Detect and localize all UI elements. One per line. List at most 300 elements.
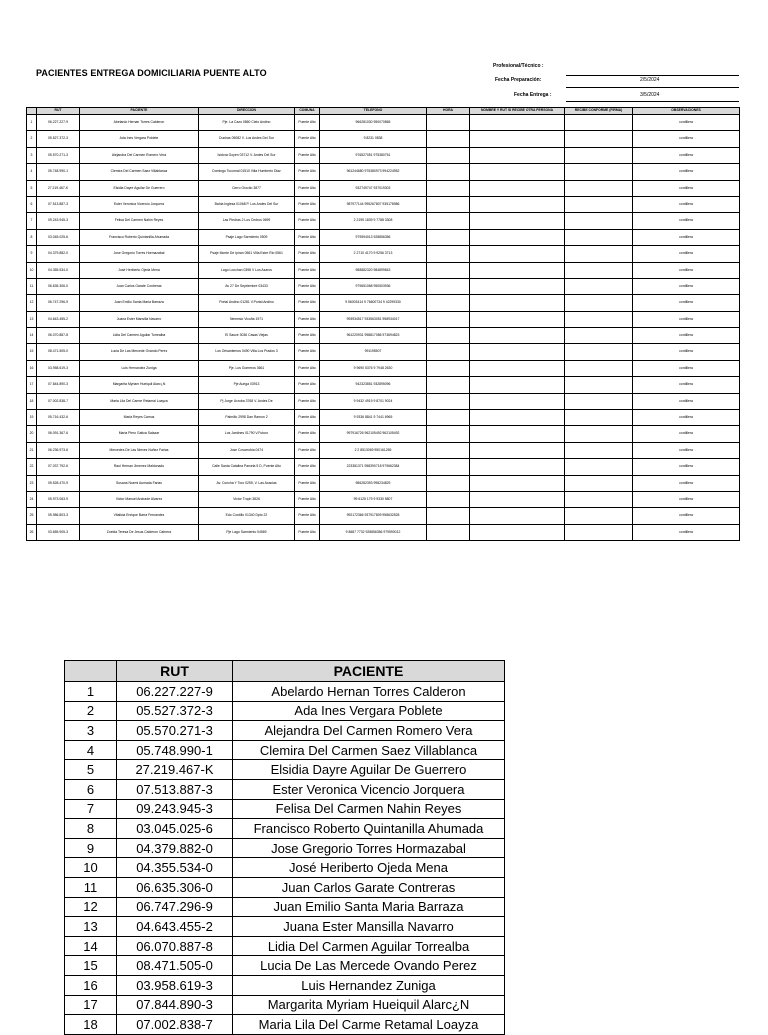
zoom-row-paciente: Francisco Roberto Quintanilla Ahumada — [233, 819, 505, 839]
row-direccion: Bahia Inglesa 01068 P. Los Andes Del Sur — [199, 196, 295, 212]
table-row — [27, 508, 740, 524]
table-row — [27, 180, 740, 196]
zoom-row-rut: 08.471.505-0 — [117, 956, 233, 976]
row-direccion: Palmillo 2998 Dan Ramon 2 — [199, 410, 295, 426]
row-rut: 07.844.890-3 — [37, 377, 80, 393]
row-rut: 04.379.882-0 — [37, 246, 80, 262]
row-telefono: 2 2 8513069 950161265 — [320, 442, 427, 458]
row-rut: 06.091.367-6 — [37, 426, 80, 442]
row-rut: 07.037.792-6 — [37, 459, 80, 475]
row-observaciones: cordillera — [633, 328, 740, 344]
row-direccion: Domingo Tocornal 01510 Villa Humberto Diaz — [199, 164, 295, 180]
row-receptor — [470, 246, 565, 262]
row-index: 5 — [27, 180, 37, 196]
row-observaciones: cordillera — [633, 115, 740, 131]
zoom-table-row — [65, 799, 505, 819]
row-observaciones: cordillera — [633, 491, 740, 507]
row-index: 23 — [27, 475, 37, 491]
row-receptor — [470, 491, 565, 507]
zoom-table-row — [65, 838, 505, 858]
row-firma — [565, 475, 633, 491]
row-paciente: Ester Veronica Vicencio Jorquera — [80, 196, 199, 212]
row-direccion: Calle Santa Catalina Parcela 5 D, Puente Alto — [199, 459, 295, 475]
row-comuna: Puente Alto — [295, 360, 320, 376]
col-header-rut: RUT — [37, 108, 80, 115]
table-row — [27, 196, 740, 212]
meta-entrega-label: Fecha Entrega : — [514, 92, 552, 98]
row-hora — [427, 262, 470, 278]
row-firma — [565, 164, 633, 180]
row-paciente: Raul Hernan Jimenez Maldonado — [80, 459, 199, 475]
row-receptor — [470, 410, 565, 426]
row-direccion: Edo Cordillo 01340 Dpto 22 — [199, 508, 295, 524]
table-row — [27, 426, 740, 442]
row-comuna: Puente Alto — [295, 524, 320, 540]
row-telefono: 942323851 932895096 — [320, 377, 427, 393]
row-paciente: Vitalicia Enrique Barra Fernandez — [80, 508, 199, 524]
row-index: 1 — [27, 115, 37, 131]
row-index: 14 — [27, 328, 37, 344]
row-comuna: Puente Alto — [295, 115, 320, 131]
row-index: 25 — [27, 508, 37, 524]
row-observaciones: cordillera — [633, 180, 740, 196]
row-comuna: Puente Alto — [295, 459, 320, 475]
row-hora — [427, 491, 470, 507]
row-firma — [565, 115, 633, 131]
row-observaciones: cordillera — [633, 262, 740, 278]
row-index: 3 — [27, 147, 37, 163]
zoom-row-rut: 04.379.882-0 — [117, 838, 233, 858]
row-receptor — [470, 344, 565, 360]
row-comuna: Puente Alto — [295, 491, 320, 507]
row-index: 2 — [27, 131, 37, 147]
table-row — [27, 360, 740, 376]
row-firma — [565, 491, 633, 507]
row-hora — [427, 377, 470, 393]
meta-line-preparacion-bottom — [566, 87, 739, 88]
zoom-table-row — [65, 819, 505, 839]
zoom-row-paciente: Lucia De Las Mercede Ovando Perez — [233, 956, 505, 976]
zoom-row-paciente: Juan Emilio Santa Maria Barraza — [233, 897, 505, 917]
zoom-row-paciente: Luis Hernandez Zuniga — [233, 975, 505, 995]
row-rut: 04.643.455-2 — [37, 311, 80, 327]
row-direccion: Pj Jorge Urzuba 3768 V. Andes De — [199, 393, 295, 409]
row-rut: 06.227.227-9 — [37, 115, 80, 131]
row-rut: 07.002.838-7 — [37, 393, 80, 409]
col-header-comuna: COMUNA — [295, 108, 320, 115]
row-firma — [565, 196, 633, 212]
row-telefono: 9 9432 4919 9 8701 9024 — [320, 393, 427, 409]
row-observaciones: cordillera — [633, 459, 740, 475]
row-telefono: 99 6125 179 9 9330 5807 — [320, 491, 427, 507]
row-paciente: José Heriberto Ojeda Mena — [80, 262, 199, 278]
row-direccion: Victor Troph 3826 — [199, 491, 295, 507]
row-receptor — [470, 311, 565, 327]
row-receptor — [470, 278, 565, 294]
row-hora — [427, 328, 470, 344]
row-direccion: Lago Lonchan 0398 V Los Azaros — [199, 262, 295, 278]
row-direccion: Jose Covarrubia 0474 — [199, 442, 295, 458]
table-row — [27, 164, 740, 180]
row-telefono: 961220931 998817086 973694823 — [320, 328, 427, 344]
zoom-row-index: 7 — [65, 799, 117, 819]
row-rut: 08.471.505-0 — [37, 344, 80, 360]
row-paciente: Francisco Roberto Quintanilla Ahumada — [80, 229, 199, 245]
zoomed-patient-table — [64, 660, 505, 1035]
zoom-row-rut: 04.355.534-0 — [117, 858, 233, 878]
row-telefono: 9 9336 8841 9 7441 6965 — [320, 410, 427, 426]
row-receptor — [470, 393, 565, 409]
zoom-table-row — [65, 721, 505, 741]
table-row — [27, 131, 740, 147]
row-firma — [565, 377, 633, 393]
row-receptor — [470, 295, 565, 311]
row-receptor — [470, 524, 565, 540]
table-row — [27, 213, 740, 229]
row-hora — [427, 508, 470, 524]
row-telefono: 976527051 975380751 — [320, 147, 427, 163]
row-paciente: Zoelda Teresa De Jesus Calderon Cabrera — [80, 524, 199, 540]
row-firma — [565, 246, 633, 262]
zoom-row-index: 8 — [65, 819, 117, 839]
zoom-row-index: 9 — [65, 838, 117, 858]
row-direccion: Psaje Lago Sarmiento 0509 — [199, 229, 295, 245]
row-firma — [565, 229, 633, 245]
zoom-table-row — [65, 858, 505, 878]
zoom-row-index: 15 — [65, 956, 117, 976]
row-index: 12 — [27, 295, 37, 311]
row-observaciones: cordillera — [633, 229, 740, 245]
document-title: PACIENTES ENTREGA DOMICILIARIA PUENTE ALTO — [36, 68, 267, 78]
row-comuna: Puente Alto — [295, 164, 320, 180]
row-direccion: Nemesio Vicuña 1971 — [199, 311, 295, 327]
table-row — [27, 246, 740, 262]
zoom-row-paciente: Elsidia Dayre Aguilar De Guerrero — [233, 760, 505, 780]
row-comuna: Puente Alto — [295, 131, 320, 147]
row-paciente: Abelardo Hernan Torres Calderon — [80, 115, 199, 131]
row-receptor — [470, 328, 565, 344]
meta-preparacion-label: Fecha Preparación: — [495, 77, 542, 83]
table-row — [27, 524, 740, 540]
row-receptor — [470, 213, 565, 229]
row-comuna: Puente Alto — [295, 328, 320, 344]
row-rut: 06.236.973-6 — [37, 442, 80, 458]
row-observaciones: cordillera — [633, 393, 740, 409]
row-rut: 05.973.063-9 — [37, 491, 80, 507]
zoom-row-index: 6 — [65, 779, 117, 799]
row-comuna: Puente Alto — [295, 508, 320, 524]
row-index: 19 — [27, 410, 37, 426]
row-hora — [427, 147, 470, 163]
zoom-row-paciente: Juana Ester Mansilla Navarro — [233, 917, 505, 937]
row-comuna: Puente Alto — [295, 196, 320, 212]
row-telefono: 992172366 937917809 958632528 — [320, 508, 427, 524]
zoom-table-row — [65, 701, 505, 721]
row-observaciones: cordillera — [633, 213, 740, 229]
row-comuna: Puente Alto — [295, 278, 320, 294]
row-paciente: Juan Emilio Santa Maria Barraza — [80, 295, 199, 311]
row-receptor — [470, 262, 565, 278]
zoom-row-index: 1 — [65, 682, 117, 702]
row-firma — [565, 508, 633, 524]
row-firma — [565, 180, 633, 196]
row-comuna: Puente Alto — [295, 311, 320, 327]
row-paciente: Margarita Myriam Hueiquil Alarc¿N — [80, 377, 199, 393]
col-header-firma: RECIBE CONFORME (FIRMA) — [565, 108, 633, 115]
table-row — [27, 410, 740, 426]
zoom-row-index: 3 — [65, 721, 117, 741]
row-rut: 03.045.025-6 — [37, 229, 80, 245]
zoom-row-index: 5 — [65, 760, 117, 780]
zoom-table-row — [65, 975, 505, 995]
zoom-row-rut: 06.227.227-9 — [117, 682, 233, 702]
meta-preparacion-value: 2/5/2024 — [640, 77, 660, 83]
table-row — [27, 229, 740, 245]
row-paciente: Alejandra Del Carmen Romero Vera — [80, 147, 199, 163]
row-index: 9 — [27, 246, 37, 262]
row-telefono: 991195507 — [320, 344, 427, 360]
zoom-row-index: 10 — [65, 858, 117, 878]
row-rut: 06.070.887-8 — [37, 328, 80, 344]
row-observaciones: cordillera — [633, 410, 740, 426]
zoom-row-rut: 07.513.887-3 — [117, 779, 233, 799]
table-row — [27, 262, 740, 278]
table-row — [27, 475, 740, 491]
zoom-table-row — [65, 936, 505, 956]
row-index: 22 — [27, 459, 37, 475]
row-index: 4 — [27, 164, 37, 180]
row-telefono: 966281030 950070865 — [320, 115, 427, 131]
row-paciente: Jose Gregorio Torres Hormazabal — [80, 246, 199, 262]
row-index: 7 — [27, 213, 37, 229]
row-paciente: Luis Hernandez Zuniga — [80, 360, 199, 376]
row-telefono: 2 2710 4170 9 9256 3713 — [320, 246, 427, 262]
row-paciente: Juan Carlos Garate Contreras — [80, 278, 199, 294]
meta-entrega-value: 3/5/2024 — [640, 92, 660, 98]
zoom-table-row — [65, 877, 505, 897]
row-index: 13 — [27, 311, 37, 327]
row-telefono: 961244680 975380973 994224952 — [320, 164, 427, 180]
row-direccion: Duchas 05082 V. Los Andes Del Sur — [199, 131, 295, 147]
row-hora — [427, 344, 470, 360]
zoom-table-row — [65, 740, 505, 760]
row-direccion: Los Jardines 01790 V.Futuro — [199, 426, 295, 442]
row-direccion: Psaje Monte De Ipiran 0561 Villa Estre Rio 0561 — [199, 246, 295, 262]
row-hora — [427, 475, 470, 491]
row-observaciones: cordillera — [633, 295, 740, 311]
row-index: 18 — [27, 393, 37, 409]
zoom-row-index: 17 — [65, 995, 117, 1015]
row-telefono: 979651068 950503936 — [320, 278, 427, 294]
row-hora — [427, 115, 470, 131]
delivery-table — [26, 107, 740, 541]
row-rut: 07.513.887-3 — [37, 196, 80, 212]
table-row — [27, 328, 740, 344]
zoom-row-paciente: Clemira Del Carmen Saez Villablanca — [233, 740, 505, 760]
zoom-row-index: 16 — [65, 975, 117, 995]
row-paciente: Maria Piero Gatica Salazar — [80, 426, 199, 442]
row-receptor — [470, 426, 565, 442]
row-observaciones: cordillera — [633, 508, 740, 524]
row-hora — [427, 360, 470, 376]
row-index: 16 — [27, 360, 37, 376]
zoom-row-rut: 09.243.945-3 — [117, 799, 233, 819]
col-header-direccion: DIRECCION — [199, 108, 295, 115]
row-comuna: Puente Alto — [295, 344, 320, 360]
row-firma — [565, 328, 633, 344]
row-index: 6 — [27, 196, 37, 212]
row-observaciones: cordillera — [633, 311, 740, 327]
zoom-row-paciente: Margarita Myriam Hueiquil Alarc¿N — [233, 995, 505, 1015]
row-telefono: 986282393 998234829 — [320, 475, 427, 491]
row-telefono: 987977144 995267807 935178986 — [320, 196, 427, 212]
row-direccion: Las Piedras 2 Los Cedros 0699 — [199, 213, 295, 229]
zoom-table-row — [65, 682, 505, 702]
row-rut: 05.716.432-6 — [37, 410, 80, 426]
row-receptor — [470, 115, 565, 131]
row-comuna: Puente Alto — [295, 213, 320, 229]
zoom-col-header-paciente: PACIENTE — [233, 661, 505, 682]
row-observaciones: cordillera — [633, 377, 740, 393]
row-telefono: 979594013 928856356 — [320, 229, 427, 245]
row-direccion: Pje. Los Gomeros 3661 — [199, 360, 295, 376]
row-paciente: Juana Ester Mansilla Navarro — [80, 311, 199, 327]
row-observaciones: cordillera — [633, 426, 740, 442]
row-paciente: Ada Ines Vergara Poblete — [80, 131, 199, 147]
row-comuna: Puente Alto — [295, 410, 320, 426]
row-paciente: Lidia Del Carmen Aguilar Torrealba — [80, 328, 199, 344]
row-hora — [427, 410, 470, 426]
zoom-row-paciente: Felisa Del Carmen Nahin Reyes — [233, 799, 505, 819]
zoom-row-paciente: Ada Ines Vergara Poblete — [233, 701, 505, 721]
row-direccion: Av 27 De Septiembre 03433 — [199, 278, 295, 294]
zoom-row-index: 14 — [65, 936, 117, 956]
zoom-row-paciente: Alejandra Del Carmen Romero Vera — [233, 721, 505, 741]
row-rut: 05.570.271-3 — [37, 147, 80, 163]
zoom-row-rut: 03.045.025-6 — [117, 819, 233, 839]
zoom-row-index: 18 — [65, 1015, 117, 1035]
col-header-telefono: TELEFONO — [320, 108, 427, 115]
row-firma — [565, 410, 633, 426]
table-row — [27, 393, 740, 409]
row-hora — [427, 131, 470, 147]
row-comuna: Puente Alto — [295, 229, 320, 245]
row-firma — [565, 213, 633, 229]
row-hora — [427, 278, 470, 294]
meta-profesional-label: Profesional/Técnico : — [493, 63, 544, 69]
row-observaciones: cordillera — [633, 524, 740, 540]
row-rut: 05.986.803-3 — [37, 508, 80, 524]
row-hora — [427, 295, 470, 311]
row-comuna: Puente Alto — [295, 180, 320, 196]
row-firma — [565, 524, 633, 540]
zoom-row-rut: 03.958.619-3 — [117, 975, 233, 995]
col-header-hora: HORA — [427, 108, 470, 115]
row-hora — [427, 180, 470, 196]
row-receptor — [470, 147, 565, 163]
row-paciente: Clemira Del Carmen Saez Villablanca — [80, 164, 199, 180]
table-row — [27, 344, 740, 360]
row-comuna: Puente Alto — [295, 393, 320, 409]
row-telefono: 988882320 984899843 — [320, 262, 427, 278]
row-direccion: Av. Concha Y Toro 0255, V. Las Acacias — [199, 475, 295, 491]
row-firma — [565, 459, 633, 475]
zoom-row-index: 13 — [65, 917, 117, 937]
row-receptor — [470, 360, 565, 376]
row-index: 8 — [27, 229, 37, 245]
row-receptor — [470, 442, 565, 458]
row-observaciones: cordillera — [633, 360, 740, 376]
col-header-index — [27, 108, 37, 115]
zoom-col-header-index — [65, 661, 117, 682]
row-telefono: 997916726 962105492 962105492 — [320, 426, 427, 442]
row-firma — [565, 278, 633, 294]
row-paciente: Maria Lila Del Carme Retamal Loayza — [80, 393, 199, 409]
row-rut: 03.958.619-3 — [37, 360, 80, 376]
zoom-row-index: 11 — [65, 877, 117, 897]
table-row — [27, 115, 740, 131]
zoom-row-rut: 04.643.455-2 — [117, 917, 233, 937]
row-direccion: Isidora Goyen 03712 V. Andes Del Sur — [199, 147, 295, 163]
zoom-row-index: 2 — [65, 701, 117, 721]
table-row — [27, 278, 740, 294]
table-row — [27, 311, 740, 327]
row-rut: 05.748.990-1 — [37, 164, 80, 180]
row-paciente: Victor Manuel Andrade Alvarez — [80, 491, 199, 507]
row-receptor — [470, 229, 565, 245]
row-hora — [427, 229, 470, 245]
row-telefono: 9 56003414 9 76600734 9 42299330 — [320, 295, 427, 311]
row-rut: 27.219.467-K — [37, 180, 80, 196]
row-rut: 06.635.306-0 — [37, 278, 80, 294]
row-receptor — [470, 377, 565, 393]
row-firma — [565, 360, 633, 376]
row-telefono: 993934517 933563051 958934017 — [320, 311, 427, 327]
row-telefono: 2 2195 1839 9 7788 3308 — [320, 213, 427, 229]
zoom-row-index: 12 — [65, 897, 117, 917]
row-paciente: Maria Reyes Camus — [80, 410, 199, 426]
zoom-row-rut: 05.527.372-3 — [117, 701, 233, 721]
row-observaciones: cordillera — [633, 131, 740, 147]
zoom-col-header-rut: RUT — [117, 661, 233, 682]
row-observaciones: cordillera — [633, 147, 740, 163]
row-hora — [427, 393, 470, 409]
row-direccion: Pje Lago Sarmiento 04569 — [199, 524, 295, 540]
row-hora — [427, 426, 470, 442]
row-index: 15 — [27, 344, 37, 360]
row-observaciones: cordillera — [633, 442, 740, 458]
table-row — [27, 442, 740, 458]
zoom-table-row — [65, 995, 505, 1015]
row-comuna: Puente Alto — [295, 442, 320, 458]
row-hora — [427, 213, 470, 229]
row-observaciones: cordillera — [633, 164, 740, 180]
row-rut: 03.655.905-3 — [37, 524, 80, 540]
row-observaciones: cordillera — [633, 278, 740, 294]
row-rut: 06.747.296-9 — [37, 295, 80, 311]
zoom-row-paciente: Jose Gregorio Torres Hormazabal — [233, 838, 505, 858]
row-index: 24 — [27, 491, 37, 507]
row-comuna: Puente Alto — [295, 377, 320, 393]
table-row — [27, 147, 740, 163]
row-firma — [565, 393, 633, 409]
zoom-row-rut: 07.002.838-7 — [117, 1015, 233, 1035]
row-receptor — [470, 508, 565, 524]
zoom-row-rut: 06.070.887-8 — [117, 936, 233, 956]
zoom-row-rut: 05.748.990-1 — [117, 740, 233, 760]
row-paciente: Elsidia Dayre Aguilar De Guerrero — [80, 180, 199, 196]
row-firma — [565, 311, 633, 327]
